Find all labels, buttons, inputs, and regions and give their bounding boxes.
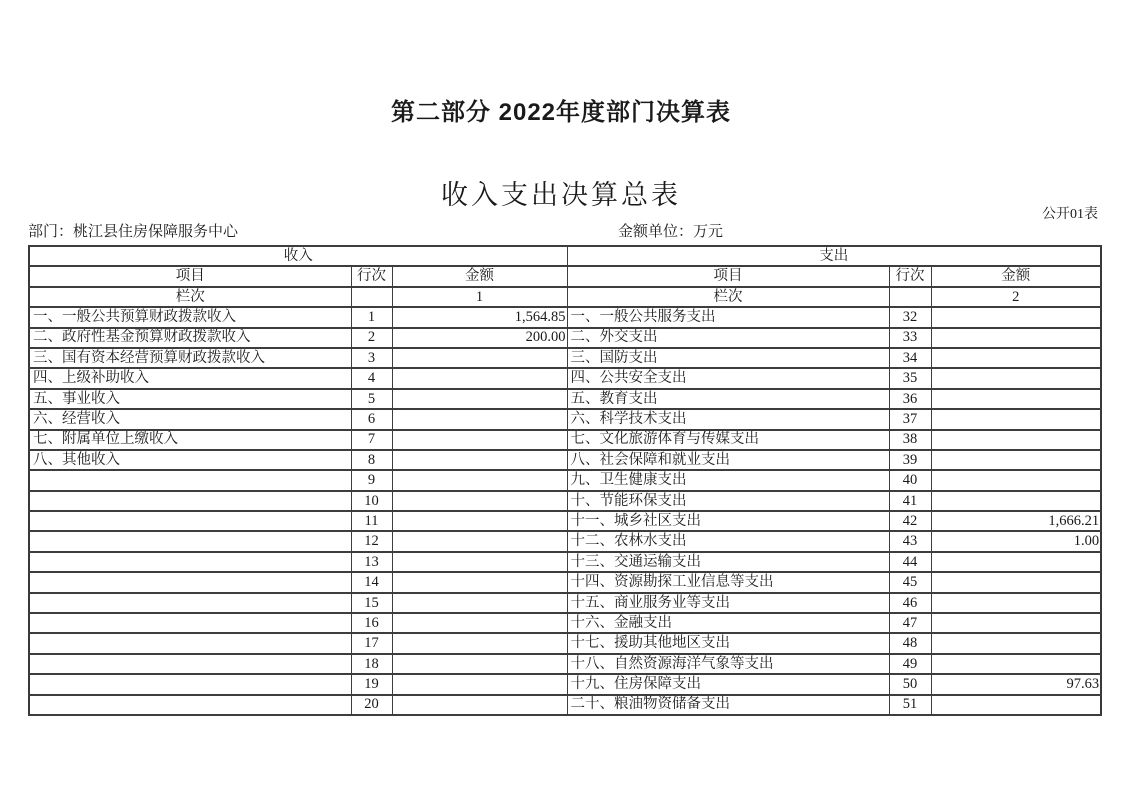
expense-item-cell: 十二、农林水支出 bbox=[567, 531, 889, 551]
expense-amount-cell bbox=[931, 450, 1101, 470]
expense-amount-cell bbox=[931, 430, 1101, 450]
expense-rowno-cell: 32 bbox=[889, 307, 931, 327]
column-index-row bbox=[29, 287, 1101, 307]
table-row bbox=[29, 633, 1101, 653]
table-title: 收入支出决算总表 bbox=[441, 180, 681, 210]
table-row bbox=[29, 328, 1101, 348]
expense-item-cell: 三、国防支出 bbox=[567, 348, 889, 368]
table-row bbox=[29, 511, 1101, 531]
income-amount-cell bbox=[392, 593, 567, 613]
table-row bbox=[29, 491, 1101, 511]
expense-item-cell: 十三、交通运输支出 bbox=[567, 552, 889, 572]
expense-rowno-cell: 48 bbox=[889, 633, 931, 653]
income-rowno-cell: 1 bbox=[351, 307, 392, 327]
income-amount-cell bbox=[392, 368, 567, 388]
expense-rowno-cell: 41 bbox=[889, 491, 931, 511]
income-rowno-header: 行次 bbox=[351, 266, 392, 286]
expense-rowno-cell: 39 bbox=[889, 450, 931, 470]
table-row bbox=[29, 593, 1101, 613]
expense-rowno-cell: 49 bbox=[889, 654, 931, 674]
income-item-cell: 六、经营收入 bbox=[29, 409, 351, 429]
table-row bbox=[29, 307, 1101, 327]
table-row bbox=[29, 552, 1101, 572]
expense-amount-cell bbox=[931, 307, 1101, 327]
income-amount-cell bbox=[392, 430, 567, 450]
income-amount-cell bbox=[392, 633, 567, 653]
expense-item-cell: 十九、住房保障支出 bbox=[567, 674, 889, 694]
expense-amount-cell bbox=[931, 328, 1101, 348]
income-item-cell bbox=[29, 613, 351, 633]
column-header-row bbox=[29, 266, 1101, 286]
expense-amount-cell bbox=[931, 654, 1101, 674]
expense-amount-cell bbox=[931, 695, 1101, 715]
expense-amount-cell: 1,666.21 bbox=[931, 511, 1101, 531]
income-rowno-cell: 11 bbox=[351, 511, 392, 531]
expense-rowno-cell: 46 bbox=[889, 593, 931, 613]
income-amount-cell bbox=[392, 654, 567, 674]
expense-rowno-cell: 43 bbox=[889, 531, 931, 551]
income-amount-cell bbox=[392, 552, 567, 572]
expense-amount-cell bbox=[931, 633, 1101, 653]
expense-index-number: 2 bbox=[931, 287, 1101, 307]
expense-amount-cell bbox=[931, 409, 1101, 429]
expense-rowno-cell: 51 bbox=[889, 695, 931, 715]
income-amount-header: 金额 bbox=[392, 266, 567, 286]
expense-amount-cell bbox=[931, 613, 1101, 633]
income-rowno-cell: 6 bbox=[351, 409, 392, 429]
expense-rowno-cell: 42 bbox=[889, 511, 931, 531]
expense-item-cell: 二、外交支出 bbox=[567, 328, 889, 348]
income-item-cell bbox=[29, 511, 351, 531]
income-item-cell bbox=[29, 593, 351, 613]
income-rowno-cell: 17 bbox=[351, 633, 392, 653]
income-item-cell bbox=[29, 552, 351, 572]
income-amount-cell bbox=[392, 348, 567, 368]
income-rowno-cell: 2 bbox=[351, 328, 392, 348]
expense-rowno-cell: 37 bbox=[889, 409, 931, 429]
income-rowno-cell: 9 bbox=[351, 470, 392, 490]
expense-rowno-cell: 50 bbox=[889, 674, 931, 694]
expense-amount-cell bbox=[931, 470, 1101, 490]
income-amount-cell bbox=[392, 511, 567, 531]
income-amount-cell bbox=[392, 695, 567, 715]
expense-amount-header: 金额 bbox=[931, 266, 1101, 286]
expense-rowno-cell: 33 bbox=[889, 328, 931, 348]
income-amount-cell bbox=[392, 470, 567, 490]
expense-rowno-header: 行次 bbox=[889, 266, 931, 286]
section-header-row bbox=[29, 246, 1101, 266]
expense-item-cell: 十七、援助其他地区支出 bbox=[567, 633, 889, 653]
table-row bbox=[29, 470, 1101, 490]
income-amount-cell: 200.00 bbox=[392, 328, 567, 348]
income-rowno-cell: 13 bbox=[351, 552, 392, 572]
income-item-cell bbox=[29, 633, 351, 653]
expense-item-cell: 十一、城乡社区支出 bbox=[567, 511, 889, 531]
income-expense-table bbox=[28, 245, 1102, 716]
expense-item-cell: 五、教育支出 bbox=[567, 389, 889, 409]
income-rowno-cell: 10 bbox=[351, 491, 392, 511]
expense-index-rowno-cell bbox=[889, 287, 931, 307]
income-item-cell bbox=[29, 695, 351, 715]
income-amount-cell bbox=[392, 491, 567, 511]
expense-item-cell: 十五、商业服务业等支出 bbox=[567, 593, 889, 613]
income-rowno-cell: 8 bbox=[351, 450, 392, 470]
expense-rowno-cell: 44 bbox=[889, 552, 931, 572]
table-row bbox=[29, 695, 1101, 715]
income-item-cell bbox=[29, 674, 351, 694]
expense-item-cell: 九、卫生健康支出 bbox=[567, 470, 889, 490]
income-rowno-cell: 15 bbox=[351, 593, 392, 613]
income-item-cell: 七、附属单位上缴收入 bbox=[29, 430, 351, 450]
table-row bbox=[29, 531, 1101, 551]
expense-rowno-cell: 34 bbox=[889, 348, 931, 368]
table-row bbox=[29, 430, 1101, 450]
expense-item-cell: 七、文化旅游体育与传媒支出 bbox=[567, 430, 889, 450]
income-item-cell: 一、一般公共预算财政拨款收入 bbox=[29, 307, 351, 327]
income-index-number: 1 bbox=[392, 287, 567, 307]
table-row bbox=[29, 348, 1101, 368]
table-row bbox=[29, 389, 1101, 409]
income-amount-cell bbox=[392, 572, 567, 592]
expense-index-label: 栏次 bbox=[567, 287, 889, 307]
income-rowno-cell: 19 bbox=[351, 674, 392, 694]
expense-rowno-cell: 35 bbox=[889, 368, 931, 388]
income-amount-cell bbox=[392, 613, 567, 633]
expense-amount-cell bbox=[931, 491, 1101, 511]
expense-amount-cell: 1.00 bbox=[931, 531, 1101, 551]
income-rowno-cell: 14 bbox=[351, 572, 392, 592]
income-item-cell: 三、国有资本经营预算财政拨款收入 bbox=[29, 348, 351, 368]
income-rowno-cell: 18 bbox=[351, 654, 392, 674]
income-amount-cell bbox=[392, 531, 567, 551]
income-amount-cell bbox=[392, 450, 567, 470]
expense-rowno-cell: 36 bbox=[889, 389, 931, 409]
expense-rowno-cell: 38 bbox=[889, 430, 931, 450]
income-section-header: 收入 bbox=[29, 246, 567, 266]
expense-item-cell: 十、节能环保支出 bbox=[567, 491, 889, 511]
department-label: 部门：桃江县住房保障服务中心 bbox=[28, 224, 239, 240]
income-item-cell: 四、上级补助收入 bbox=[29, 368, 351, 388]
table-row bbox=[29, 674, 1101, 694]
expense-item-cell: 十四、资源勘探工业信息等支出 bbox=[567, 572, 889, 592]
expense-item-header: 项目 bbox=[567, 266, 889, 286]
income-rowno-cell: 3 bbox=[351, 348, 392, 368]
expense-section-header: 支出 bbox=[567, 246, 1101, 266]
income-rowno-cell: 16 bbox=[351, 613, 392, 633]
income-item-cell: 八、其他收入 bbox=[29, 450, 351, 470]
table-row bbox=[29, 368, 1101, 388]
income-amount-cell bbox=[392, 389, 567, 409]
income-index-rowno-cell bbox=[351, 287, 392, 307]
table-row bbox=[29, 572, 1101, 592]
income-item-cell: 五、事业收入 bbox=[29, 389, 351, 409]
expense-amount-cell bbox=[931, 552, 1101, 572]
income-item-cell bbox=[29, 470, 351, 490]
expense-item-cell: 四、公共安全支出 bbox=[567, 368, 889, 388]
expense-item-cell: 八、社会保障和就业支出 bbox=[567, 450, 889, 470]
page-title: 第二部分 2022年度部门决算表 bbox=[390, 99, 732, 126]
expense-amount-cell: 97.63 bbox=[931, 674, 1101, 694]
expense-rowno-cell: 40 bbox=[889, 470, 931, 490]
table-row bbox=[29, 613, 1101, 633]
expense-amount-cell bbox=[931, 593, 1101, 613]
income-amount-cell bbox=[392, 409, 567, 429]
expense-item-cell: 十六、金融支出 bbox=[567, 613, 889, 633]
expense-rowno-cell: 47 bbox=[889, 613, 931, 633]
income-item-cell bbox=[29, 654, 351, 674]
income-item-cell bbox=[29, 572, 351, 592]
income-amount-cell: 1,564.85 bbox=[392, 307, 567, 327]
income-rowno-cell: 20 bbox=[351, 695, 392, 715]
expense-amount-cell bbox=[931, 348, 1101, 368]
expense-amount-cell bbox=[931, 389, 1101, 409]
expense-item-cell: 十八、自然资源海洋气象等支出 bbox=[567, 654, 889, 674]
table-row bbox=[29, 450, 1101, 470]
expense-item-cell: 二十、粮油物资储备支出 bbox=[567, 695, 889, 715]
income-amount-cell bbox=[392, 674, 567, 694]
expense-item-cell: 一、一般公共服务支出 bbox=[567, 307, 889, 327]
form-code-label: 公开01表 bbox=[1042, 207, 1098, 222]
income-rowno-cell: 4 bbox=[351, 368, 392, 388]
expense-amount-cell bbox=[931, 572, 1101, 592]
income-rowno-cell: 7 bbox=[351, 430, 392, 450]
income-item-cell bbox=[29, 531, 351, 551]
table-row bbox=[29, 654, 1101, 674]
income-rowno-cell: 12 bbox=[351, 531, 392, 551]
income-item-cell: 二、政府性基金预算财政拨款收入 bbox=[29, 328, 351, 348]
income-rowno-cell: 5 bbox=[351, 389, 392, 409]
amount-unit-label: 金额单位：万元 bbox=[618, 224, 724, 240]
table-body bbox=[29, 307, 1101, 715]
table-row bbox=[29, 409, 1101, 429]
expense-item-cell: 六、科学技术支出 bbox=[567, 409, 889, 429]
income-index-label: 栏次 bbox=[29, 287, 351, 307]
expense-amount-cell bbox=[931, 368, 1101, 388]
expense-rowno-cell: 45 bbox=[889, 572, 931, 592]
income-item-header: 项目 bbox=[29, 266, 351, 286]
income-item-cell bbox=[29, 491, 351, 511]
